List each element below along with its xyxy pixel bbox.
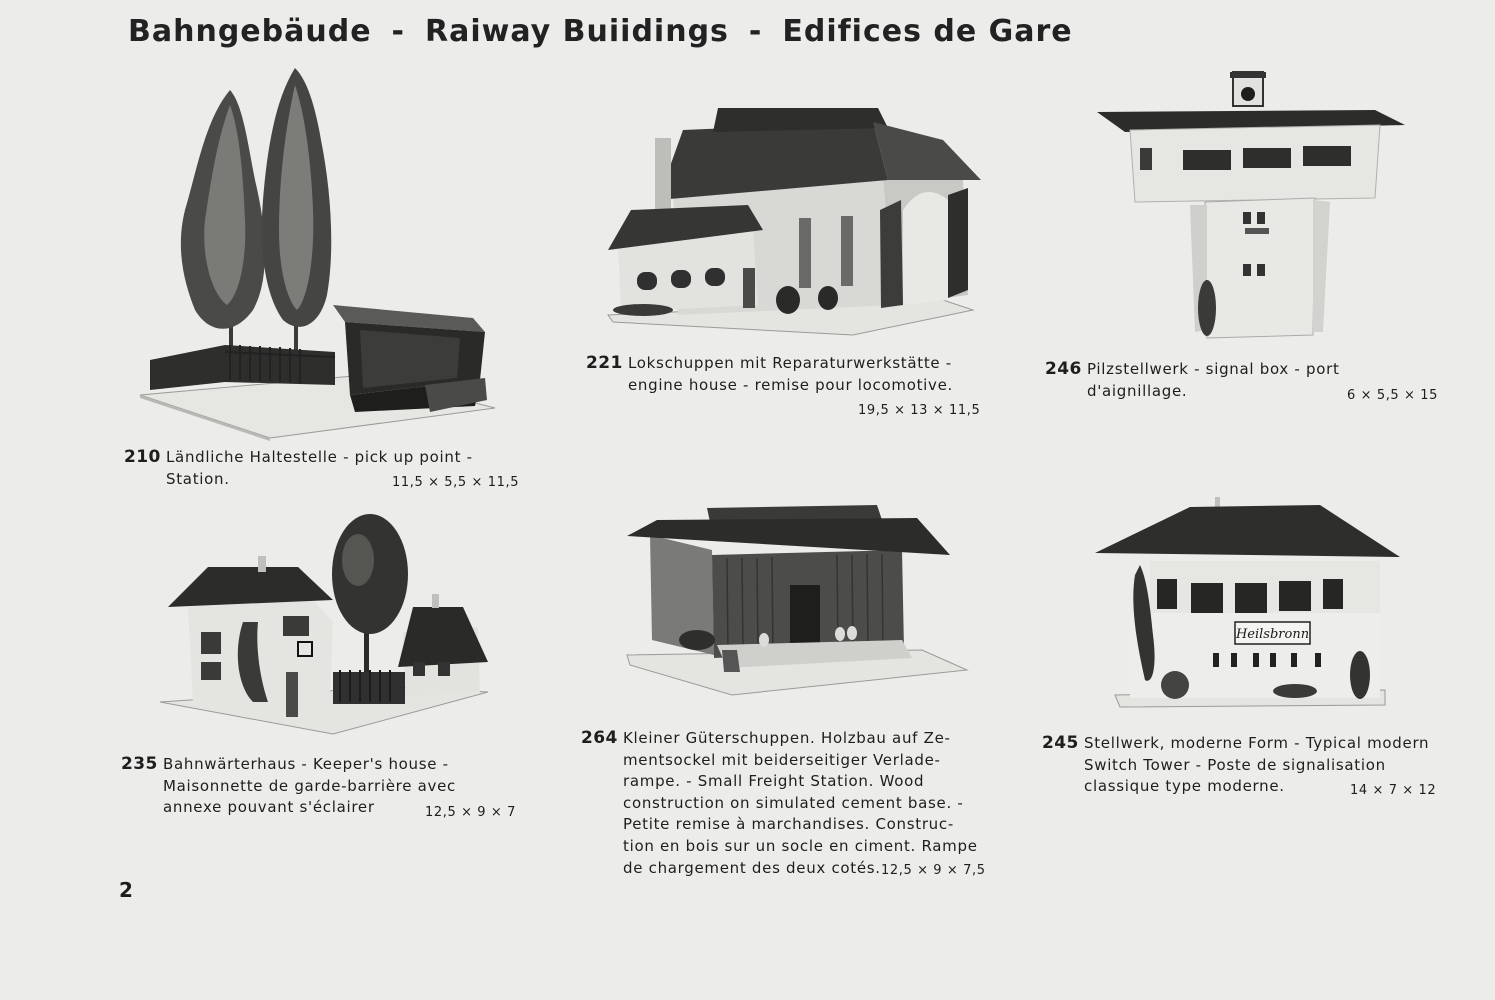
dimensions: 12,5 × 9 × 7,5: [881, 863, 986, 878]
caption-line: mentsockel mit beiderseitiger Verlade-: [623, 750, 941, 769]
item-number: 245: [1042, 733, 1079, 753]
photo-235-keepers-house: [158, 512, 493, 740]
station-sign: Heilsbronn: [1235, 627, 1310, 642]
caption-line: Station.: [166, 469, 230, 488]
caption-line: Switch Tower - Poste de signalisation: [1084, 755, 1386, 774]
dimensions: 11,5 × 5,5 × 11,5: [392, 475, 520, 490]
item-number: 246: [1045, 359, 1082, 379]
title-separator: -: [748, 14, 763, 49]
dimensions: 19,5 × 13 × 11,5: [858, 403, 981, 418]
photo-264-freight-station: [622, 500, 974, 700]
page-title: [128, 14, 1073, 49]
caption-246: [1045, 359, 1439, 403]
caption-line: Maisonnette de garde-barrière avec: [163, 776, 456, 795]
caption-line: rampe. - Small Freight Station. Wood: [623, 772, 925, 791]
page-number: 2: [119, 878, 133, 902]
item-number: 264: [581, 728, 618, 748]
item-number: 210: [124, 447, 161, 467]
caption-221: [586, 353, 981, 418]
caption-235: [121, 754, 517, 820]
caption-245: [1042, 733, 1437, 798]
caption-line: annexe pouvant s'éclairer: [163, 798, 375, 816]
item-number: 235: [121, 754, 158, 774]
item-number: 221: [586, 353, 623, 373]
caption-line: d'aignillage.: [1087, 381, 1188, 400]
caption-line: construction on simulated cement base. -: [623, 793, 964, 812]
dimensions: 12,5 × 9 × 7: [425, 805, 517, 820]
caption-line: Petite remise à marchandises. Construc-: [623, 815, 954, 834]
caption-line: Pilzstellwerk - signal box - port: [1087, 360, 1340, 378]
caption-line: tion en bois sur un socle en ciment. Rampe: [623, 836, 978, 855]
title-german: Bahngebäude: [128, 14, 372, 49]
photo-246-signal-box: [1095, 70, 1410, 345]
photo-210-rural-halt: [135, 60, 505, 445]
caption-line: engine house - remise pour locomotive.: [628, 375, 953, 394]
caption-line: de chargement des deux cotés.: [623, 858, 881, 877]
caption-line: classique type moderne.: [1084, 777, 1285, 795]
photo-221-engine-house: [603, 100, 988, 340]
title-separator: -: [391, 14, 405, 49]
caption-line: Stellwerk, moderne Form - Typical modern: [1084, 734, 1430, 752]
caption-line: Lokschuppen mit Reparaturwerkstätte -: [628, 354, 952, 372]
caption-line: Bahnwärterhaus - Keeper's house -: [163, 755, 449, 773]
caption-210: [124, 447, 520, 490]
dimensions: 14 × 7 × 12: [1350, 783, 1437, 798]
title-french: Edifices de Gare: [782, 14, 1073, 49]
caption-264: [581, 728, 986, 879]
caption-line: Kleiner Güterschuppen. Holzbau auf Ze-: [623, 729, 951, 747]
caption-line: Ländliche Haltestelle - pick up point -: [166, 448, 473, 466]
dimensions: 6 × 5,5 × 15: [1347, 388, 1439, 403]
photo-245-switch-tower: [1095, 495, 1405, 710]
title-english: Raiway Buiidings: [425, 14, 729, 49]
